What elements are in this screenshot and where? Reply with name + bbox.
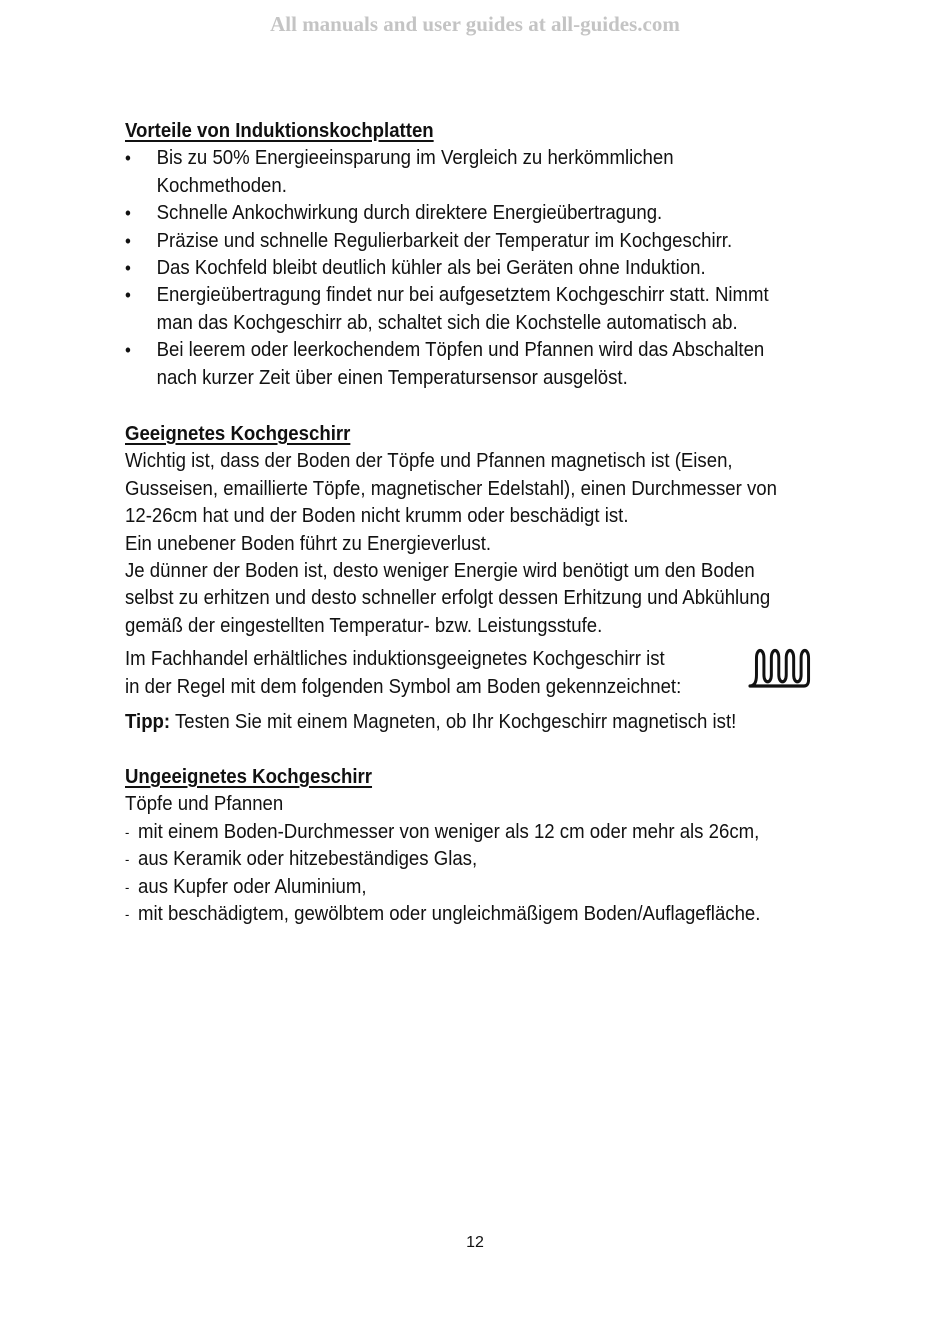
list-item: • Das Kochfeld bleibt deutlich kühler als bei Geräten ohne Induktion. <box>125 255 795 282</box>
list-item: - mit einem Boden-Durchmesser von weniger als 12 cm oder mehr als 26cm, <box>125 819 795 846</box>
symbol-note <box>125 646 795 701</box>
symbol-text-line: in der Regel mit dem folgenden Symbol am Boden gekennzeichnet: <box>125 675 682 698</box>
section-unsuitable-cookware <box>125 764 795 928</box>
list-item: • Bei leerem oder leerkochendem Töpfen und Pfannen wird das Abschalten nach kurzer Zeit über einen Temperatursensor ausgelöst. <box>125 337 795 392</box>
list-item: • Präzise und schnelle Regulierbarkeit der Temperatur im Kochgeschirr. <box>125 228 795 255</box>
list-item: - mit beschädigtem, gewölbtem oder ungleichmäßigem Boden/Auflagefläche. <box>125 901 795 928</box>
section-heading-suitable: Geeignetes Kochgeschirr <box>125 423 351 445</box>
tip-label: Tipp: <box>125 711 171 734</box>
paragraph: Je dünner der Boden ist, desto weniger Energie wird benötigt um den Boden selbst zu erhitzen und desto schneller erfolgt dessen Erhitzung und Abkühlung gemäß der eingestellten Temperatur- bzw. Leistungsstufe. <box>125 560 771 637</box>
list-item: - aus Keramik oder hitzebeständiges Glas, <box>125 846 795 873</box>
tip-line <box>125 709 795 736</box>
paragraph: Ein unebener Boden führt zu Energieverlust. <box>125 532 492 555</box>
watermark: All manuals and user guides at all-guides.com <box>270 12 680 36</box>
list-item: • Bis zu 50% Energieeinsparung im Vergleich zu herkömmlichen Kochmethoden. <box>125 145 795 200</box>
section-advantages <box>125 118 795 392</box>
list-item: • Schnelle Ankochwirkung durch direktere Energieübertragung. <box>125 200 795 227</box>
symbol-text-line: Im Fachhandel erhältliches induktionsgeeignetes Kochgeschirr ist <box>125 648 665 671</box>
list-item: • Energieübertragung findet nur bei aufgesetztem Kochgeschirr statt. Nimmt man das Kochgeschirr ab, schaltet sich die Kochstelle automatisch ab. <box>125 282 795 337</box>
section-heading-unsuitable: Ungeeignetes Kochgeschirr <box>125 766 373 788</box>
advantages-list <box>125 145 795 392</box>
paragraph: Wichtig ist, dass der Boden der Töpfe und Pfannen magnetisch ist (Eisen, Gusseisen, emaillierte Töpfe, magnetischer Edelstahl), einen Durchmesser von 12-26cm hat und der Boden nicht krumm oder beschädigt ist. <box>125 450 778 528</box>
unsuitable-list <box>125 819 795 929</box>
page-number: 12 <box>466 1234 484 1251</box>
paragraph: Töpfe und Pfannen <box>125 793 284 816</box>
section-suitable-cookware <box>125 421 795 736</box>
list-item: - aus Kupfer oder Aluminium, <box>125 874 795 901</box>
induction-coil-icon <box>746 646 811 700</box>
section-heading-advantages: Vorteile von Induktionskochplatten <box>125 120 434 142</box>
tip-text: Testen Sie mit einem Magneten, ob Ihr Kochgeschirr magnetisch ist! <box>170 711 737 734</box>
